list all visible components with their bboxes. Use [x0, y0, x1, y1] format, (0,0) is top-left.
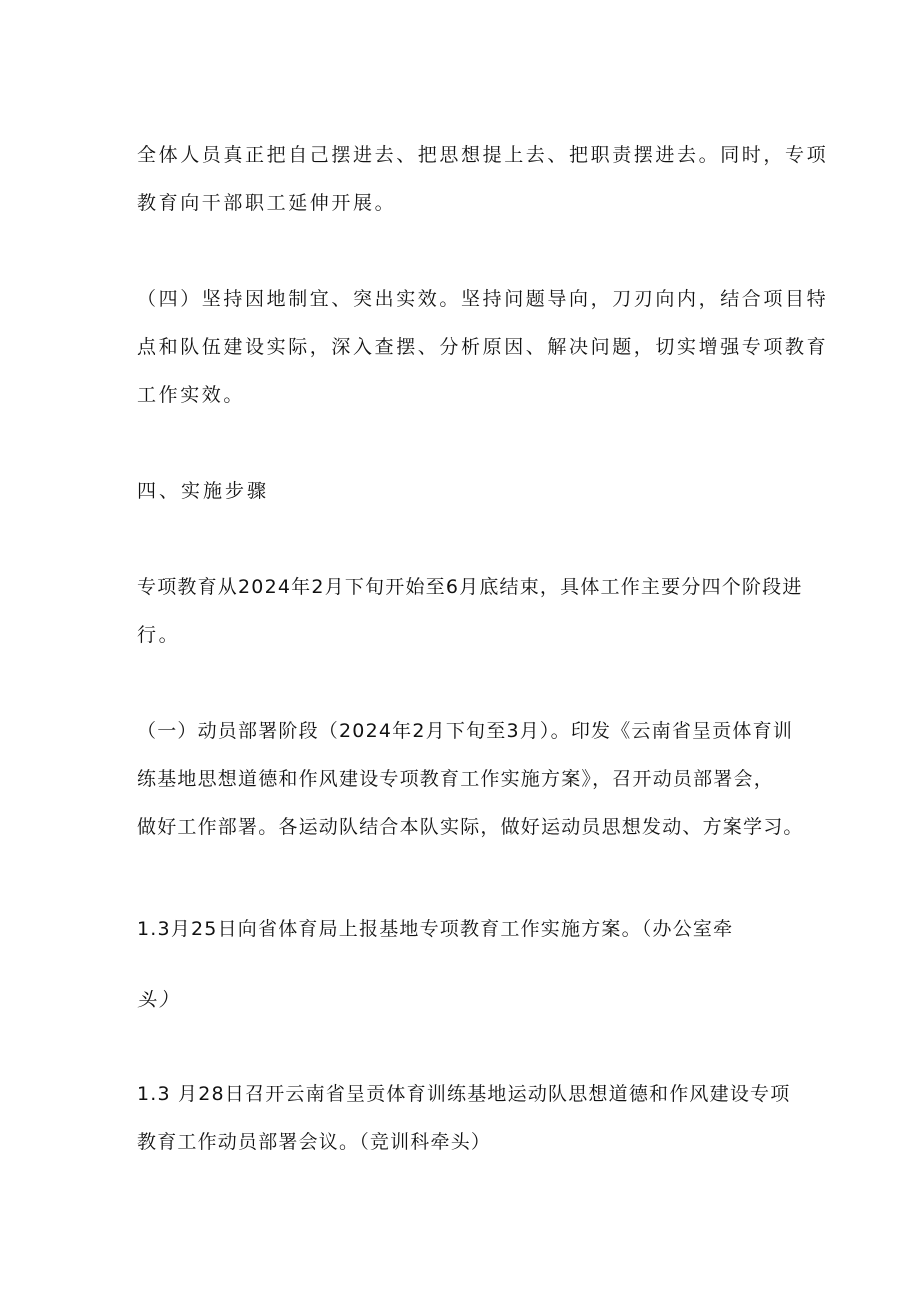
text-line: 教育工作动员部署会议。（竞训科牵头）: [137, 1131, 492, 1153]
text-line: 1.3月25日向省体育局上报基地专项教育工作实施方案。（办公室牵: [137, 918, 734, 940]
section-heading: 四、实施步骤: [137, 480, 270, 502]
text-line: 工作实效。: [137, 384, 246, 406]
text-line: 练基地思想道德和作风建设专项教育工作实施方案》，召开动员部署会，: [137, 768, 774, 790]
text-line: 教育向干部职工延伸开展。: [137, 192, 397, 214]
text-line: 点和队伍建设实际，深入查摆、分析原因、解决问题，切实增强专项教育: [137, 336, 829, 358]
text-line: 行。: [137, 624, 181, 646]
text-line: （一）动员部署阶段（2024年2月下旬至3月）。印发《云南省呈贡体育训: [137, 720, 794, 742]
text-line: 全体人员真正把自己摆进去、把思想提上去、把职责摆进去。同时，专项: [137, 144, 829, 166]
text-line: 1.3 月28日召开云南省呈贡体育训练基地运动队思想道德和作风建设专项: [137, 1083, 791, 1105]
text-line: 做好工作部署。各运动队结合本队实际，做好运动员思想发动、方案学习。: [137, 816, 804, 838]
text-line: （四）坚持因地制宜、突出实效。坚持问题导向，刀刃向内，结合项目特: [137, 288, 829, 310]
text-line: 专项教育从2024年2月下旬开始至6月底结束，具体工作主要分四个阶段进: [137, 576, 803, 598]
text-line: 头）: [137, 989, 181, 1011]
